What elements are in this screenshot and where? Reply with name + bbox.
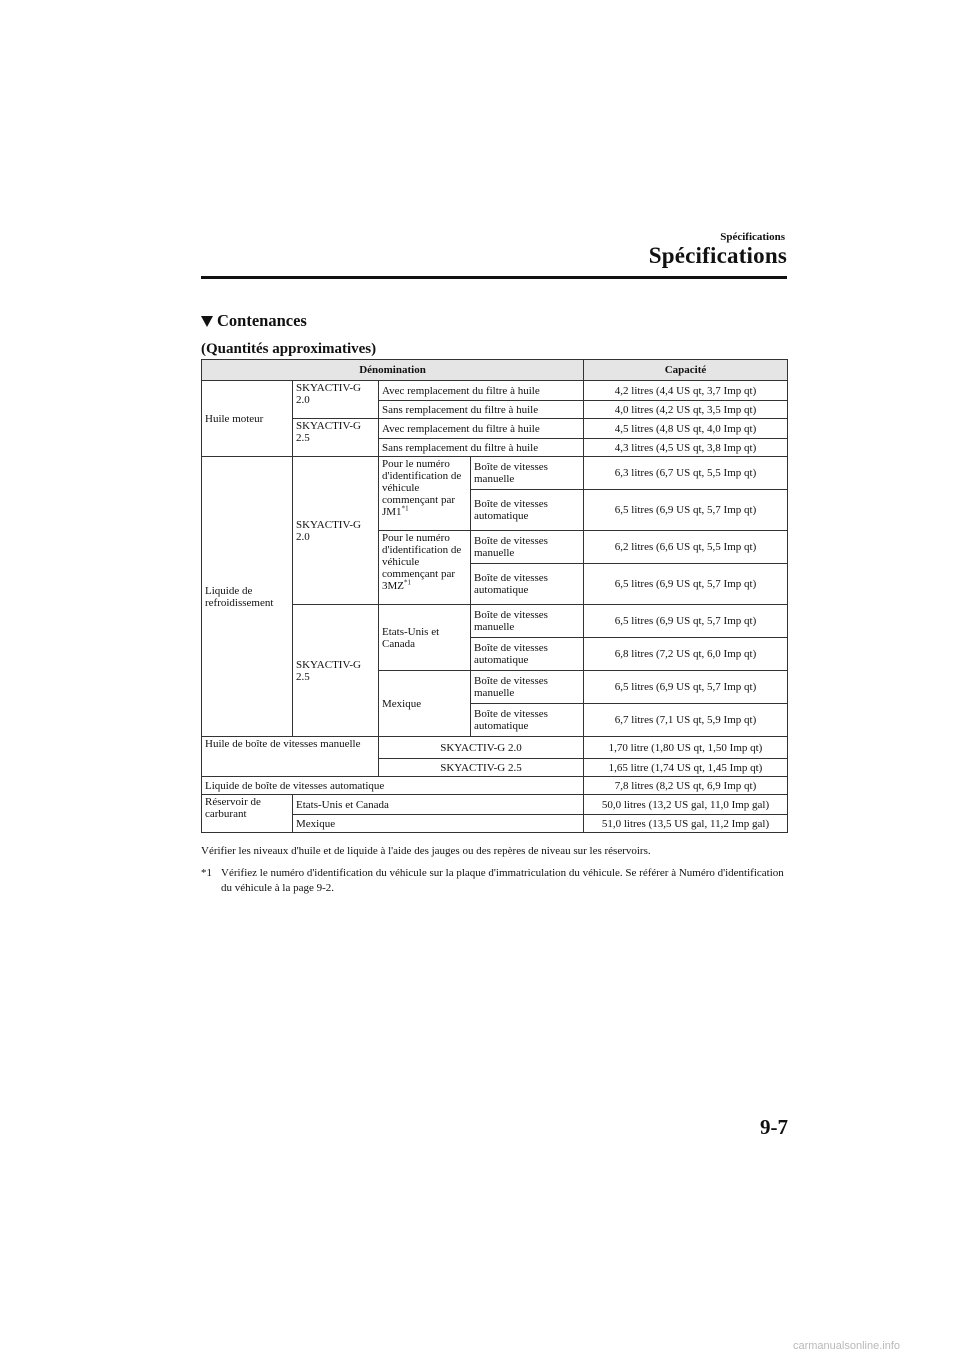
coolant-mx-gear-2: Boîte de vitesses automatique [471, 704, 584, 737]
header-rule [201, 276, 787, 279]
coolant-label: Liquide de refroidissement [202, 457, 293, 737]
coolant-jm1-gear-1: Boîte de vitesses manuelle [471, 457, 584, 490]
engine-oil-g25-label: SKYACTIV-G 2.5 [293, 419, 379, 457]
section-header-title: Spécifications [648, 243, 787, 268]
engine-oil-g25-cond-1: Avec remplacement du filtre à huile [379, 419, 584, 439]
triangle-bullet-icon [201, 316, 213, 327]
fuel-tank-cap-1: 50,0 litres (13,2 US gal, 11,0 Imp gal) [584, 795, 788, 815]
engine-oil-g25-cap-1: 4,5 litres (4,8 US qt, 4,0 Imp qt) [584, 419, 788, 439]
engine-oil-g20-cap-1: 4,2 litres (4,4 US qt, 3,7 Imp qt) [584, 381, 788, 401]
fuel-tank-cap-2: 51,0 litres (13,5 US gal, 11,2 Imp gal) [584, 815, 788, 833]
engine-oil-g20-label: SKYACTIV-G 2.0 [293, 381, 379, 419]
coolant-3mz-cap-2: 6,5 litres (6,9 US qt, 5,7 Imp qt) [584, 564, 788, 605]
coolant-3mz-cap-1: 6,2 litres (6,6 US qt, 5,5 Imp qt) [584, 531, 788, 564]
engine-oil-g25-cond-2: Sans remplacement du filtre à huile [379, 439, 584, 457]
capacities-table [201, 359, 788, 833]
manual-oil-engine-1: SKYACTIV-G 2.0 [379, 737, 584, 759]
footnote-ref: *1 [404, 578, 411, 587]
manual-oil-engine-2: SKYACTIV-G 2.5 [379, 759, 584, 777]
table-subtitle: (Quantités approximatives) [201, 341, 377, 357]
engine-oil-label: Huile moteur [202, 381, 293, 457]
header-denomination: Dénomination [202, 360, 584, 381]
coolant-3mz-label: Pour le numéro d'identification de véhicule commençant par 3MZ$^{*1}$ [379, 531, 471, 605]
coolant-3mz-gear-1: Boîte de vitesses manuelle [471, 531, 584, 564]
coolant-g20-label: SKYACTIV-G 2.0 [293, 457, 379, 605]
manual-oil-cap-2: 1,65 litre (1,74 US qt, 1,45 Imp qt) [584, 759, 788, 777]
coolant-mx-cap-1: 6,5 litres (6,9 US qt, 5,7 Imp qt) [584, 671, 788, 704]
general-note: Vérifier les niveaux d'huile et de liquide à l'aide des jauges ou des repères de niveau sur les réservoirs. [201, 845, 651, 857]
footnote-text: Vérifiez le numéro d'identification du véhicule sur la plaque d'immatriculation du véhicule. Se référer à Numéro d'identification du véhicule à la page 9-2. [221, 867, 784, 894]
coolant-usca-label: Etats-Unis et Canada [379, 605, 471, 671]
coolant-g25-label: SKYACTIV-G 2.5 [293, 605, 379, 737]
section-title-text: Contenances [217, 311, 307, 330]
coolant-usca-gear-2: Boîte de vitesses automatique [471, 638, 584, 671]
coolant-jm1-label: Pour le numéro d'identification de véhicule commençant par JM1$^{*1}$ [379, 457, 471, 531]
footnote [201, 866, 791, 896]
table-header-row [202, 360, 788, 381]
section-header-small: Spécifications [720, 231, 785, 243]
section-title [201, 311, 307, 331]
coolant-mexique-label: Mexique [379, 671, 471, 737]
fuel-tank-label: Réservoir de carburant [202, 795, 293, 833]
engine-oil-g20-cap-2: 4,0 litres (4,2 US qt, 3,5 Imp qt) [584, 401, 788, 419]
manual-oil-cap-1: 1,70 litre (1,80 US qt, 1,50 Imp qt) [584, 737, 788, 759]
table-row [202, 795, 788, 815]
table-row [202, 457, 788, 490]
engine-oil-g20-cond-2: Sans remplacement du filtre à huile [379, 401, 584, 419]
header-capacity: Capacité [584, 360, 788, 381]
page-number: 9-7 [760, 1115, 788, 1139]
coolant-mx-cap-2: 6,7 litres (7,1 US qt, 5,9 Imp qt) [584, 704, 788, 737]
footnote-ref: *1 [401, 504, 409, 513]
coolant-3mz-gear-2: Boîte de vitesses automatique [471, 564, 584, 605]
coolant-mx-gear-1: Boîte de vitesses manuelle [471, 671, 584, 704]
manual-oil-label: Huile de boîte de vitesses manuelle [202, 737, 379, 777]
watermark-text: carmanualsonline.info [792, 1340, 900, 1352]
fuel-tank-region-2: Mexique [293, 815, 584, 833]
fuel-tank-region-1: Etats-Unis et Canada [293, 795, 584, 815]
coolant-usca-cap-1: 6,5 litres (6,9 US qt, 5,7 Imp qt) [584, 605, 788, 638]
coolant-jm1-gear-2: Boîte de vitesses automatique [471, 490, 584, 531]
auto-fluid-label: Liquide de boîte de vitesses automatique [202, 777, 584, 795]
table-row [202, 381, 788, 401]
coolant-jm1-cap-1: 6,3 litres (6,7 US qt, 5,5 Imp qt) [584, 457, 788, 490]
engine-oil-g20-cond-1: Avec remplacement du filtre à huile [379, 381, 584, 401]
coolant-usca-gear-1: Boîte de vitesses manuelle [471, 605, 584, 638]
coolant-jm1-cap-2: 6,5 litres (6,9 US qt, 5,7 Imp qt) [584, 490, 788, 531]
engine-oil-g25-cap-2: 4,3 litres (4,5 US qt, 3,8 Imp qt) [584, 439, 788, 457]
footnote-mark: *1 [201, 867, 212, 879]
auto-fluid-cap: 7,8 litres (8,2 US qt, 6,9 Imp qt) [584, 777, 788, 795]
table-row [202, 777, 788, 795]
table-row [202, 737, 788, 759]
coolant-usca-cap-2: 6,8 litres (7,2 US qt, 6,0 Imp qt) [584, 638, 788, 671]
